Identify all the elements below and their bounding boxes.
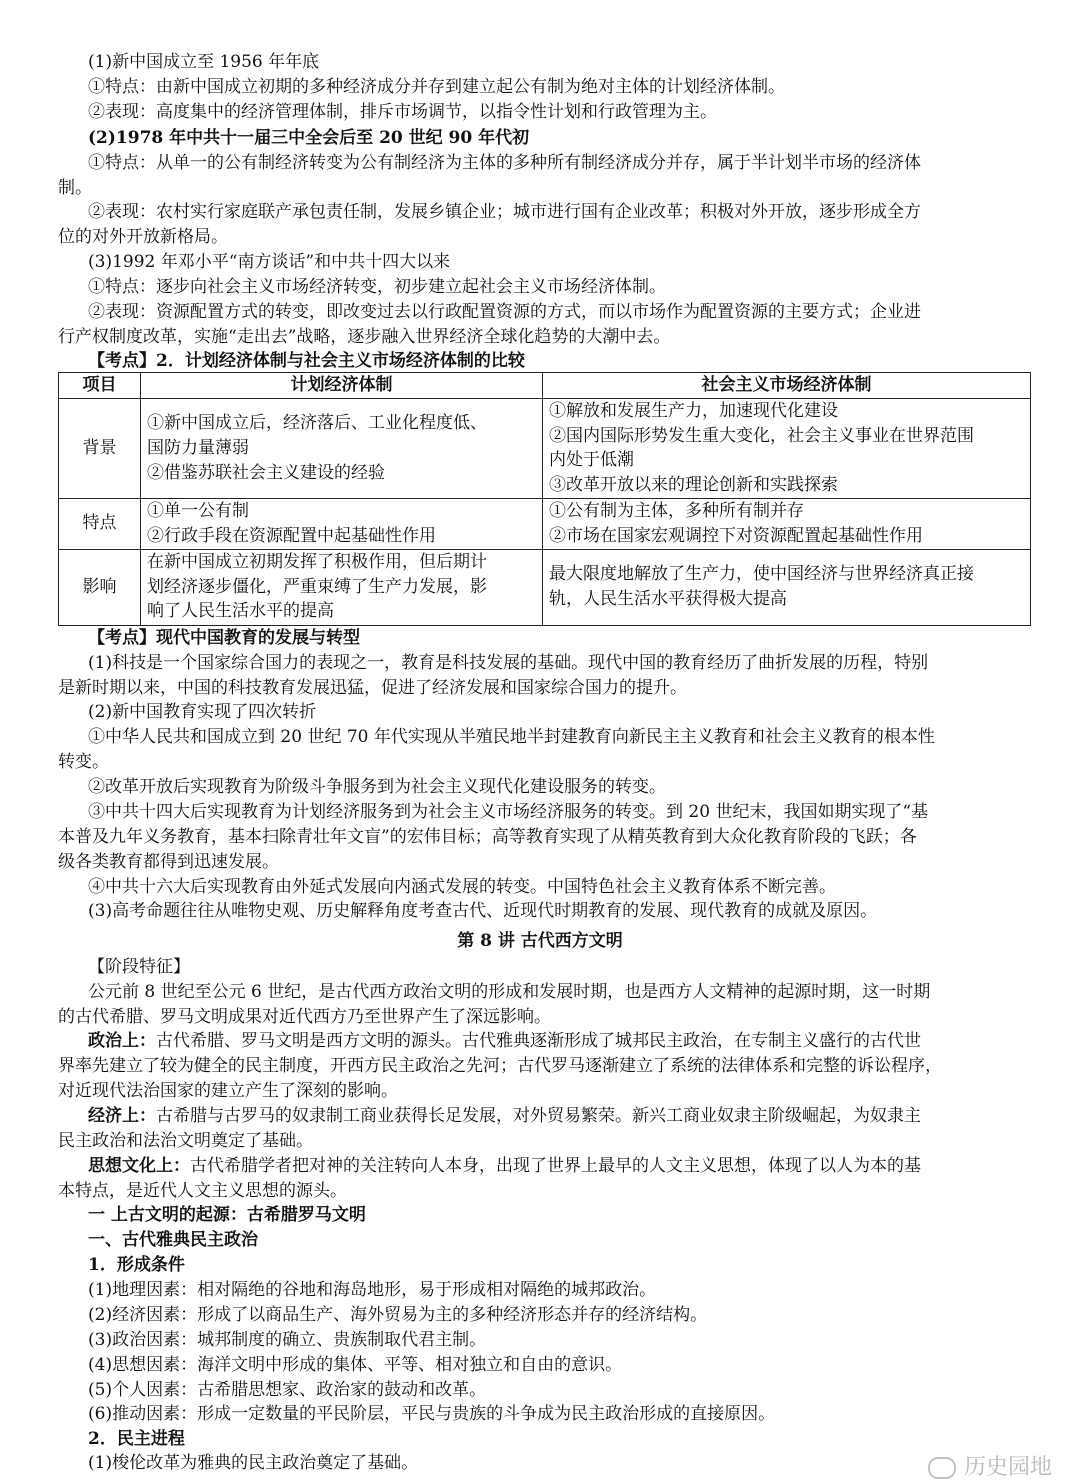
- paragraph-line: 本普及九年义务教育，基本扫除青壮年文盲”的宏伟目标；高等教育实现了从精英教育到大众化教育阶段的飞跃；各: [58, 827, 917, 847]
- kaodian-heading: 【考点】现代中国教育的发展与转型: [88, 628, 360, 648]
- list-item: (2)经济因素：形成了以商品生产、海外贸易为主的多种经济形态并存的经济结构。: [88, 1305, 708, 1325]
- paragraph-line: ②改革开放后实现教育为阶级斗争服务到为社会主义现代化建设服务的转变。: [88, 777, 666, 797]
- paragraph-line: ②表现：农村实行家庭联产承包责任制，发展乡镇企业；城市进行国有企业改革；积极对外开放，逐步形成全方: [88, 202, 921, 222]
- paragraph-line: ①中华人民共和国成立到 20 世纪 70 年代实现从半殖民地半封建教育向新民主主义教育和社会主义教育的根本性: [88, 727, 935, 747]
- market-cell: [543, 549, 1031, 625]
- section-heading: (2)1978 年中共十一届三中全会后至 20 世纪 90 年代初: [88, 128, 530, 148]
- subsection-heading: 1．形成条件: [88, 1255, 185, 1275]
- economy-label: 经济上：: [88, 1106, 156, 1126]
- paragraph-line: ③中共十四大后实现教育为计划经济服务到为社会主义市场经济服务的转变。到 20 世纪末，我国如期实现了“基: [88, 802, 929, 822]
- table-row: [59, 498, 1031, 549]
- paragraph-line: 位的对外开放新格局。: [58, 227, 228, 247]
- cell-line: 响了人民生活水平的提高: [147, 601, 334, 622]
- cell-line: 内处于低潮: [549, 450, 634, 471]
- paragraph-line: 公元前 8 世纪至公元 6 世纪，是古代西方政治文明的形成和发展时期，也是西方人文精神的起源时期，这一时期: [88, 982, 931, 1002]
- paragraph-line: (1)科技是一个国家综合国力的表现之一，教育是科技发展的基础。现代中国的教育经历了曲折发展的历程，特别: [88, 653, 929, 673]
- paragraph-line: ④中共十六大后实现教育由外延式发展向内涵式发展的转变。中国特色社会主义教育体系不断完善。: [88, 877, 836, 897]
- table-row: [59, 549, 1031, 625]
- culture-label: 思想文化上：: [88, 1156, 190, 1176]
- section-heading: (3)1992 年邓小平“南方谈话”和中共十四大以来: [88, 252, 451, 272]
- table-header-cell: 项目: [59, 373, 141, 399]
- table-row: [59, 398, 1031, 498]
- cell-line: 国防力量薄弱: [147, 437, 249, 458]
- subsection-heading: 2．民主进程: [88, 1429, 185, 1449]
- paragraph-line: 制。: [58, 178, 92, 198]
- planned-cell: [141, 498, 543, 549]
- list-item: (5)个人因素：古希腊思想家、政治家的鼓动和改革。: [88, 1380, 487, 1400]
- paragraph-line: 界率先建立了较为健全的民主制度，开西方民主政治之先河；古代罗马逐渐建立了系统的法律体系和完整的诉讼程序，: [58, 1056, 942, 1076]
- cell-line: 在新中国成立初期发挥了积极作用，但后期计: [147, 551, 487, 572]
- cell-line: 划经济逐步僵化，严重束缚了生产力发展，影: [147, 576, 487, 597]
- cell-line: ①公有制为主体，多种所有制并存: [549, 500, 804, 521]
- list-item: (3)政治因素：城邦制度的确立、贵族制取代君主制。: [88, 1330, 487, 1350]
- comparison-table: [58, 372, 1031, 626]
- politics-label: 政治上：: [88, 1031, 156, 1051]
- paragraph-line: 行产权制度改革，实施“走出去”战略，逐步融入世界经济全球化趋势的大潮中去。: [58, 327, 671, 347]
- paragraph-line: 级各类教育都得到迅速发展。: [58, 852, 279, 872]
- paragraph-line: 转变。: [58, 752, 109, 772]
- list-item: (6)推动因素：形成一定数量的平民阶层，平民与贵族的斗争成为民主政治形成的直接原因。: [88, 1404, 776, 1424]
- market-cell: [543, 398, 1031, 498]
- section-heading: 一、古代雅典民主政治: [88, 1230, 258, 1250]
- cell-line: ②市场在国家宏观调控下对资源配置起基础性作用: [549, 525, 923, 546]
- cell-line: 轨，人民生活水平获得极大提高: [549, 589, 787, 610]
- cell-line: ③改革开放以来的理论创新和实践探索: [549, 475, 838, 496]
- wechat-icon: [928, 1457, 956, 1479]
- cell-line: ①新中国成立后，经济落后、工业化程度低、: [147, 413, 487, 434]
- watermark: 历史园地: [928, 1450, 1052, 1481]
- lecture-title: 第 8 讲 古代西方文明: [457, 931, 623, 951]
- paragraph-line: 是新时期以来，中国的科技教育发展迅猛，促进了经济发展和国家综合国力的提升。: [58, 678, 687, 698]
- cell-line: ②借鉴苏联社会主义建设的经验: [147, 462, 385, 483]
- section-heading: (2)新中国教育实现了四次转折: [88, 702, 317, 722]
- cell-line: ②国内国际形势发生重大变化，社会主义事业在世界范围: [549, 425, 974, 446]
- table-header-cell: 计划经济体制: [141, 373, 543, 399]
- table-header-row: [59, 373, 1031, 399]
- culture-paragraph: 思想文化上：古代希腊学者把对神的关注转向人本身，出现了世界上最早的人文主义思想，体现了以人为本的基: [88, 1156, 921, 1176]
- politics-paragraph: 政治上：古代希腊、罗马文明是西方文明的源头。古代雅典逐渐形成了城邦民主政治，在专制主义盛行的古代世: [88, 1031, 921, 1051]
- cell-line: ②行政手段在资源配置中起基础性作用: [147, 525, 436, 546]
- paragraph-line: 的古代希腊、罗马文明成果对近代西方乃至世界产生了深远影响。: [58, 1007, 551, 1027]
- planned-cell: [141, 549, 543, 625]
- table-header-cell: 社会主义市场经济体制: [543, 373, 1031, 399]
- planned-cell: [141, 398, 543, 498]
- cell-line: 最大限度地解放了生产力，使中国经济与世界经济真正接: [549, 564, 974, 585]
- paragraph-line: 本特点，是近代人文主义思想的源头。: [58, 1181, 347, 1201]
- economy-paragraph: 经济上：古希腊与古罗马的奴隶制工商业获得长足发展，对外贸易繁荣。新兴工商业奴隶主阶级崛起，为奴隶主: [88, 1106, 921, 1126]
- list-item: (4)思想因素：海洋文明中形成的集体、平等、相对独立和自由的意识。: [88, 1355, 623, 1375]
- paragraph-line: ①特点：由新中国成立初期的多种经济成分并存到建立起公有制为绝对主体的计划经济体制。: [88, 77, 785, 97]
- cell-line: ①解放和发展生产力，加速现代化建设: [549, 400, 838, 421]
- market-cell: [543, 498, 1031, 549]
- section-heading: (1)新中国成立至 1956 年年底: [88, 52, 320, 72]
- paragraph-line: ①特点：从单一的公有制经济转变为公有制经济为主体的多种所有制经济成分并存，属于半计划半市场的经济体: [88, 153, 921, 173]
- paragraph-line: 民主政治和法治文明奠定了基础。: [58, 1131, 313, 1151]
- list-item: (1)梭伦改革为雅典的民主政治奠定了基础。: [88, 1453, 419, 1473]
- paragraph-line: ①特点：逐步向社会主义市场经济转变，初步建立起社会主义市场经济体制。: [88, 277, 666, 297]
- section-heading: 一 上古文明的起源：古希腊罗马文明: [88, 1205, 366, 1225]
- paragraph-line: ②表现：高度集中的经济管理体制，排斥市场调节，以指令性计划和行政管理为主。: [88, 102, 717, 122]
- kaodian-heading: 【考点】2．计划经济体制与社会主义市场经济体制的比较: [88, 351, 525, 371]
- row-label: 背景: [59, 398, 141, 498]
- list-item: (1)地理因素：相对隔绝的谷地和海岛地形，易于形成相对隔绝的城邦政治。: [88, 1280, 657, 1300]
- paragraph-line: (3)高考命题往往从唯物史观、历史解释角度考查古代、近现代时期教育的发展、现代教育的成就及原因。: [88, 901, 878, 921]
- row-label: 影响: [59, 549, 141, 625]
- paragraph-line: 对近现代法治国家的建立产生了深刻的影响。: [58, 1081, 398, 1101]
- paragraph-line: ②表现：资源配置方式的转变，即改变过去以行政配置资源的方式，而以市场作为配置资源的主要方式；企业进: [88, 302, 921, 322]
- stage-features-heading: 【阶段特征】: [88, 957, 190, 977]
- row-label: 特点: [59, 498, 141, 549]
- cell-line: ①单一公有制: [147, 500, 249, 521]
